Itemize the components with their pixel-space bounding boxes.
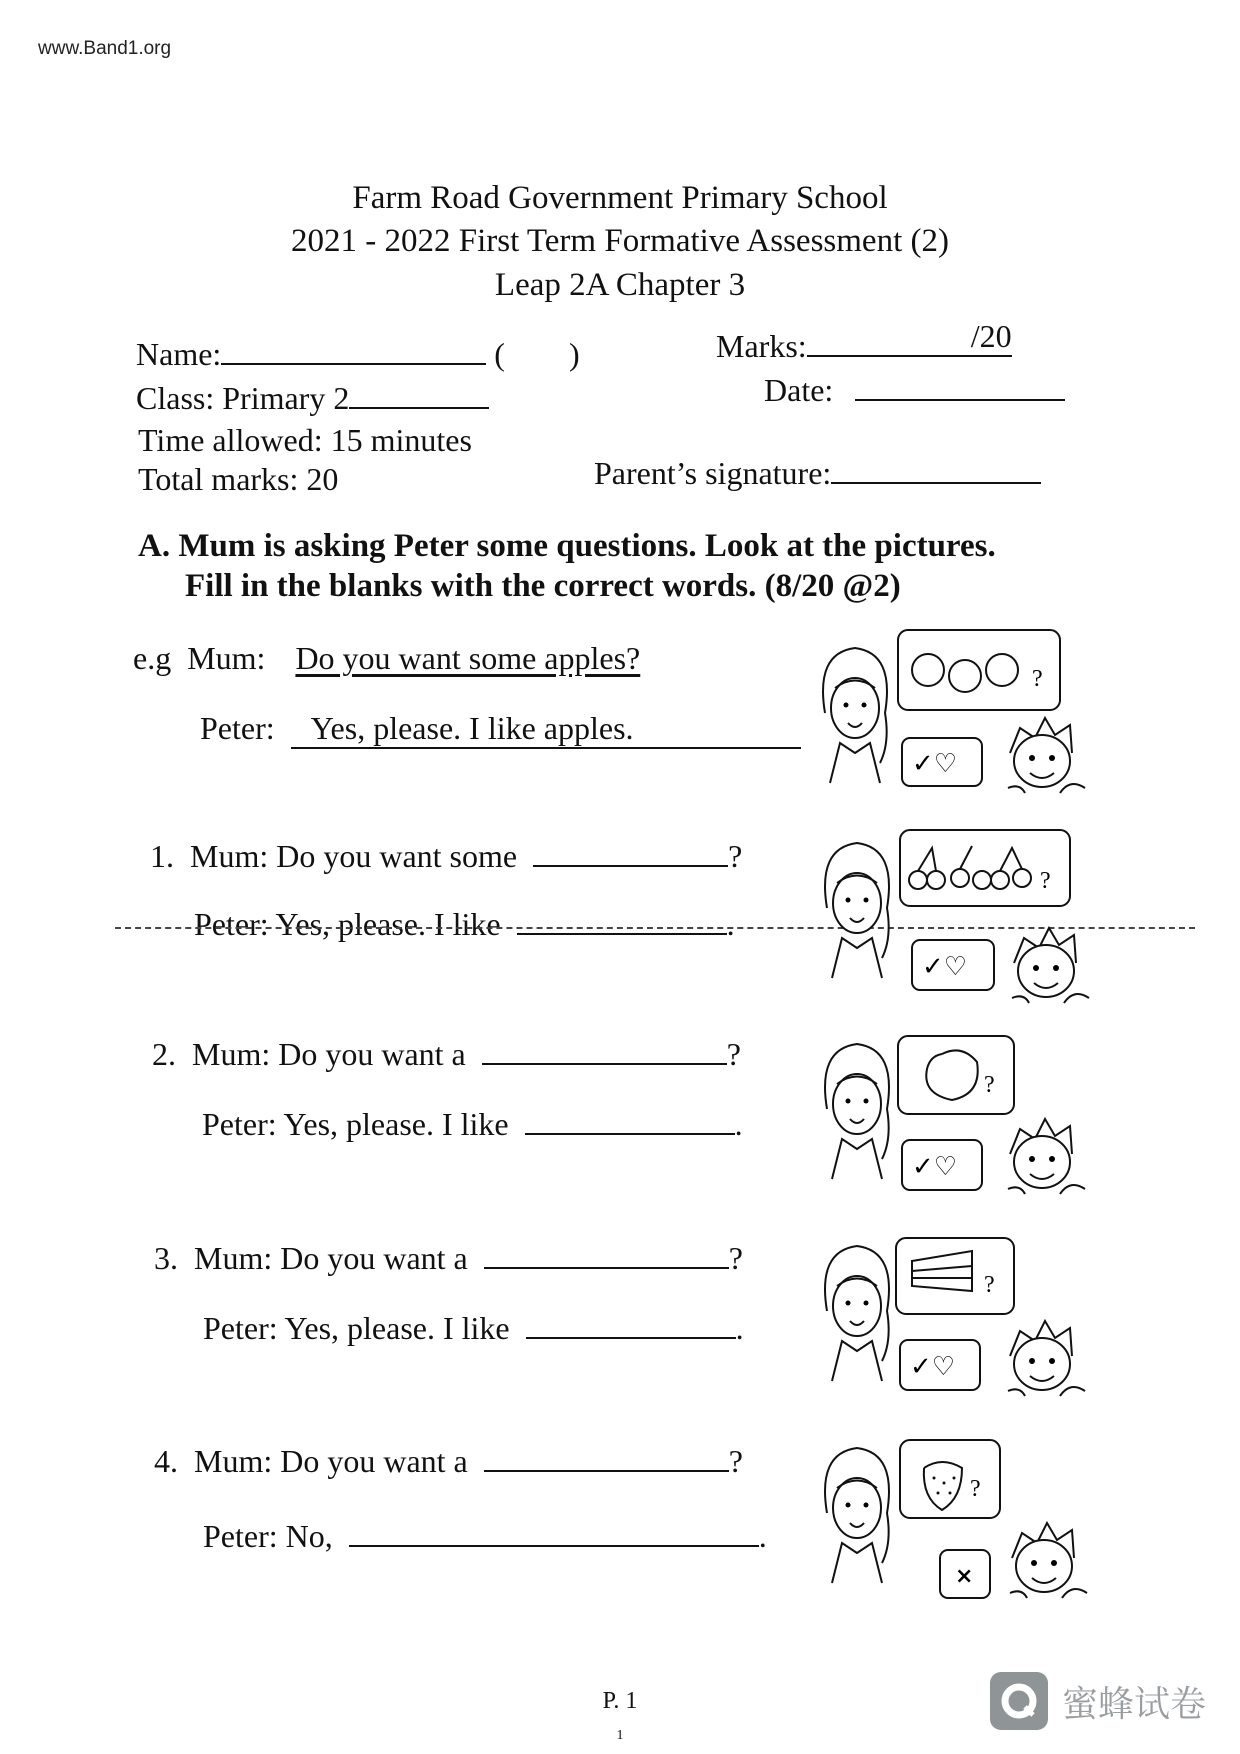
- marks-total: /20: [970, 318, 1012, 354]
- svg-text:✓♡: ✓♡: [912, 1152, 958, 1182]
- section-letter: A.: [138, 528, 171, 564]
- question-number: 2.: [152, 1036, 176, 1072]
- mum-peter-strawberry-illustration: [812, 1438, 1102, 1618]
- period: .: [734, 1106, 743, 1142]
- watermark-text: 蜜蜂试卷: [1062, 1683, 1207, 1725]
- question-text: Mum: Do you want a: [194, 1443, 468, 1479]
- page-number: 1: [616, 1728, 624, 1743]
- example-peter-answer: Yes, please. I like apples.: [291, 710, 801, 749]
- question-3-mum[interactable]: [154, 1240, 743, 1277]
- answer-text: Peter: Yes, please. I like: [202, 1106, 509, 1142]
- question-2-mum[interactable]: [152, 1036, 741, 1073]
- total-marks: Total marks: 20: [138, 461, 339, 497]
- assessment-title: 2021 - 2022 First Term Formative Assessment (2): [291, 223, 949, 259]
- example-mum-answer: Do you want some apples?: [295, 640, 641, 676]
- class-number-parens: ( ): [494, 336, 580, 372]
- example-tag: e.g: [133, 640, 172, 676]
- svg-text:?: ?: [1032, 666, 1043, 692]
- question-text: Mum: Do you want a: [194, 1240, 468, 1276]
- marks-label: Marks:: [716, 328, 807, 364]
- date-label: Date:: [764, 372, 834, 408]
- question-text: Mum: Do you want a: [192, 1036, 466, 1072]
- svg-text:?: ?: [984, 1072, 995, 1098]
- svg-text:×: ×: [955, 1564, 974, 1589]
- watermark-logo-icon: [990, 1672, 1048, 1730]
- svg-text:?: ?: [970, 1476, 981, 1502]
- question-mark: ?: [728, 838, 743, 874]
- date-field[interactable]: [764, 372, 1065, 409]
- site-url: www.Band1.org: [38, 38, 172, 59]
- watermark: [990, 1672, 1206, 1730]
- answer-text: Peter: Yes, please. I like: [194, 906, 501, 942]
- mum-label: Mum:: [187, 640, 266, 676]
- parent-signature-field[interactable]: [594, 455, 1041, 492]
- marks-field[interactable]: [716, 318, 1012, 365]
- question-1-peter[interactable]: [194, 906, 735, 943]
- svg-text:✓♡: ✓♡: [912, 749, 958, 779]
- example-mum-line: [133, 640, 656, 677]
- question-number: 3.: [154, 1240, 178, 1276]
- answer-text: Peter: No,: [203, 1518, 333, 1554]
- question-text: Mum: Do you want some: [190, 838, 518, 874]
- instruction-line-1: Mum is asking Peter some questions. Look at the pictures.: [178, 528, 996, 564]
- parent-signature-label: Parent’s signature:: [594, 455, 832, 491]
- example-picture: [810, 628, 1100, 803]
- name-field[interactable]: [136, 336, 580, 373]
- svg-text:?: ?: [984, 1272, 995, 1298]
- question-1-picture: [812, 828, 1102, 1023]
- name-label: Name:: [136, 336, 222, 372]
- section-a-instruction-1: [138, 528, 996, 565]
- question-number: 1.: [150, 838, 174, 874]
- answer-text: Peter: Yes, please. I like: [203, 1310, 510, 1346]
- mum-peter-apples-illustration: [810, 628, 1100, 798]
- time-allowed: Time allowed: 15 minutes: [138, 422, 472, 458]
- question-4-mum[interactable]: [154, 1443, 743, 1480]
- mum-peter-cherries-illustration: [812, 828, 1102, 1018]
- period: .: [758, 1518, 767, 1554]
- question-4-picture: [812, 1438, 1102, 1623]
- example-peter-line: [200, 710, 801, 749]
- mum-peter-sandwich-illustration: [812, 1236, 1102, 1416]
- svg-text:?: ?: [1040, 868, 1051, 894]
- page-label: P. 1: [602, 1688, 638, 1714]
- period: .: [726, 906, 735, 942]
- question-3-picture: [812, 1236, 1102, 1421]
- question-2-peter[interactable]: [202, 1106, 743, 1143]
- question-number: 4.: [154, 1443, 178, 1479]
- question-mark: ?: [728, 1443, 743, 1479]
- school-name: Farm Road Government Primary School: [352, 180, 888, 216]
- question-mark: ?: [728, 1240, 743, 1276]
- period: .: [735, 1310, 744, 1346]
- question-mark: ?: [726, 1036, 741, 1072]
- chapter-title: Leap 2A Chapter 3: [494, 267, 746, 303]
- svg-text:✓♡: ✓♡: [910, 1352, 956, 1382]
- class-field[interactable]: [136, 380, 489, 417]
- question-3-peter[interactable]: [203, 1310, 744, 1347]
- question-4-peter[interactable]: [203, 1518, 767, 1555]
- peter-label: Peter:: [200, 710, 275, 746]
- section-a-instruction-2: Fill in the blanks with the correct words. (8/20 @2): [185, 568, 901, 604]
- question-1-mum[interactable]: [150, 838, 742, 875]
- svg-text:✓♡: ✓♡: [922, 952, 968, 982]
- mum-peter-peach-illustration: [812, 1034, 1102, 1214]
- class-label: Class: Primary 2: [136, 380, 350, 416]
- question-2-picture: [812, 1034, 1102, 1219]
